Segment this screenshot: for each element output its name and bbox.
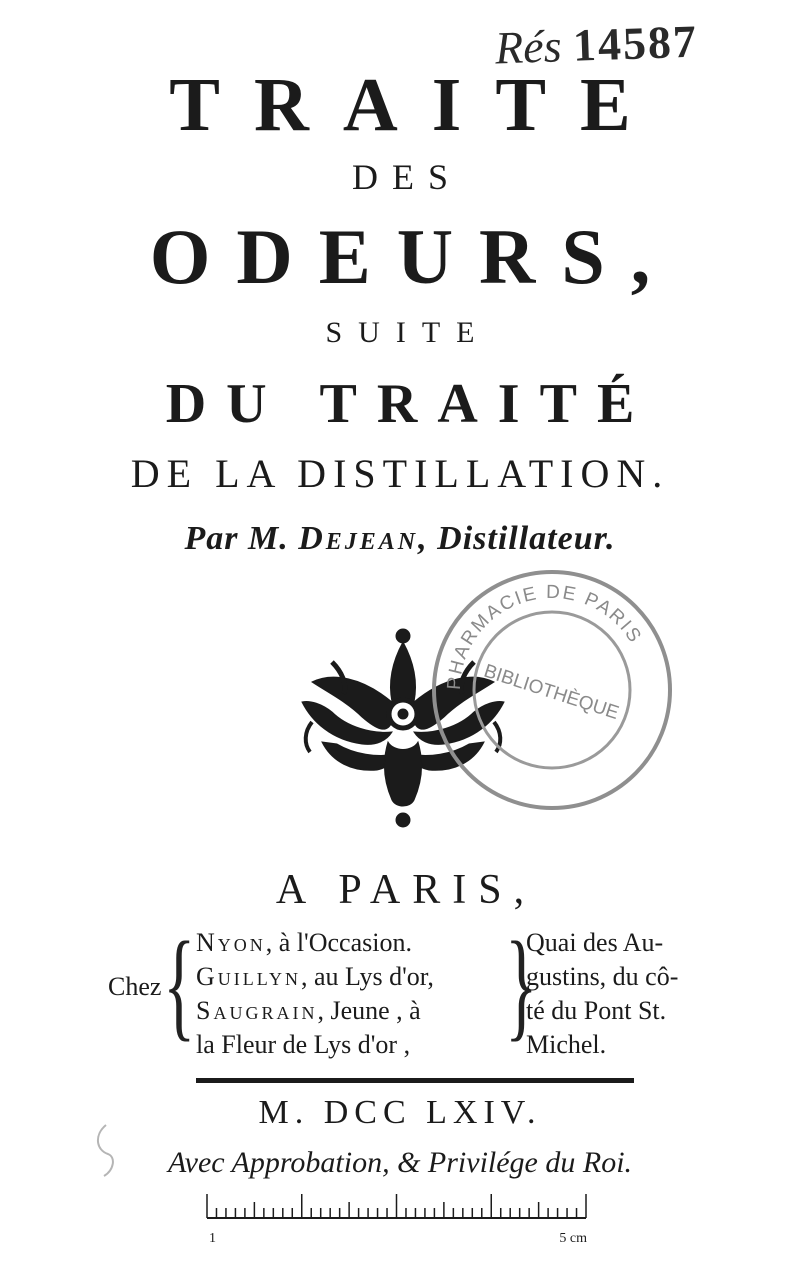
imprint-right-line-1: Quai des Au- [526,928,664,957]
imprint-left-column [196,926,434,1062]
title-line-1: TRAITE [169,63,665,147]
shelfmark-number: 14587 [572,15,699,71]
imprint-right-line-3: té du Pont St. [526,996,667,1025]
stamp-outer-text [444,582,646,691]
title-line-5: DU TRAITÉ [165,373,655,435]
imprint-right-column [526,926,678,1062]
publisher-address: la Fleur de Lys d'or , [196,1030,411,1059]
title-line-3: ODEURS, [149,213,677,300]
imprint-left-line-3 [196,994,434,1028]
publisher-name: Nyon [196,928,266,957]
imprint-chez: Chez [108,972,162,1001]
publisher-name: Guillyn [196,962,301,991]
measurement-scale [205,1192,590,1248]
title-line-6: DE LA DISTILLATION. [130,451,670,496]
publisher-address: , à l'Occasion. [265,928,412,957]
right-brace: } [505,917,538,1052]
author-suffix: , Distillateur. [418,520,616,557]
imprint-left-line-2 [196,960,434,994]
imprint-right-line-2: gustins, du cô- [526,962,679,991]
imprint-city: A PARIS, [275,867,537,913]
scale-end-label: 5 cm [559,1231,587,1246]
pencil-mark-icon [86,1120,126,1190]
author-line [0,520,800,558]
imprint-right-line-4: Michel. [526,1030,607,1059]
horizontal-rule [196,1078,634,1083]
publisher-name: Saugrain [196,996,318,1025]
author-prefix: Par M. [184,520,289,557]
imprint-left-line-1 [196,926,434,960]
publisher-address: , au Lys d'or, [300,962,434,991]
title-line-2: DES [351,157,462,197]
left-brace: { [163,917,196,1052]
publication-date: M. DCC LXIV. [258,1094,542,1131]
scale-start-label: 1 [209,1231,216,1246]
library-stamp [430,568,675,813]
shelfmark-prefix: Rés [494,20,563,74]
stamp-inner-text: BIBLIOTHÈQUE [481,660,622,725]
publisher-address: , Jeune , à [317,996,421,1025]
stamp-outer-path: PHARMACIE DE PARIS [443,581,646,691]
approbation-line: Avec Approbation, & Privilége du Roi. [167,1146,633,1179]
imprint-left-line-4 [196,1028,434,1062]
title-line-4: SUITE [325,316,491,349]
author-name: Dejean [298,520,419,557]
